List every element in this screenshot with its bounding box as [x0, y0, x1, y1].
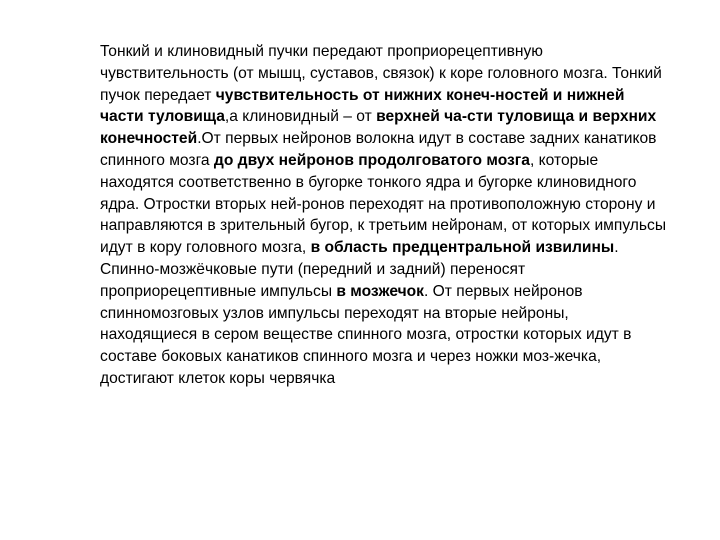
text-segment: .От первых нейронов волокна идут в составе задних канатиков спинного мозга	[100, 130, 657, 169]
text-segment: Спинно-мозжёчковые пути (передний и задний) переносят проприорецептивные импульсы	[100, 260, 526, 300]
paragraph-spinocerebellar-tracts	[100, 259, 670, 390]
text-segment: ,а клиновидный – от	[224, 108, 377, 126]
text-segment: . От первых нейронов спинномозговых узлов импульсы переходят на вторые нейроны, находящиеся в сером веществе спинного мозга, отростки которых идут в составе боковых канатиков спинного мозга и через ножки моз-жечка, достигают клеток коры червячка	[100, 282, 632, 387]
text-segment-bold: чувствительность от нижних конеч-ностей и нижней части туловища	[100, 86, 625, 126]
text-segment-bold: до двух нейронов продолговатого мозга	[213, 151, 530, 169]
text-segment: , которые находятся соответственно в бугорке тонкого ядра и бугорке клиновидного ядра. Отростки вторых ней-ронов переходят на противоположную сторону и направляются в зрительный бугор, к третьим нейронам, от которых импульсы идут в кору головного мозга,	[100, 151, 667, 257]
slide-text-block	[100, 41, 670, 390]
text-segment: Тонкий и клиновидный пучки передают проприорецептивную чувствительность (от мышц, суставов, связок) к коре головного мозга. Тонкий пучок передает	[100, 43, 662, 104]
text-segment-bold: в область предцентральной извилины	[310, 239, 615, 257]
text-segment-bold: верхней ча-сти туловища и верхних конечностей	[100, 108, 657, 148]
text-segment: .	[614, 239, 619, 257]
paragraph-fine-and-wedge-tracts	[100, 41, 670, 259]
text-segment-bold: в мозжечок	[336, 282, 424, 300]
